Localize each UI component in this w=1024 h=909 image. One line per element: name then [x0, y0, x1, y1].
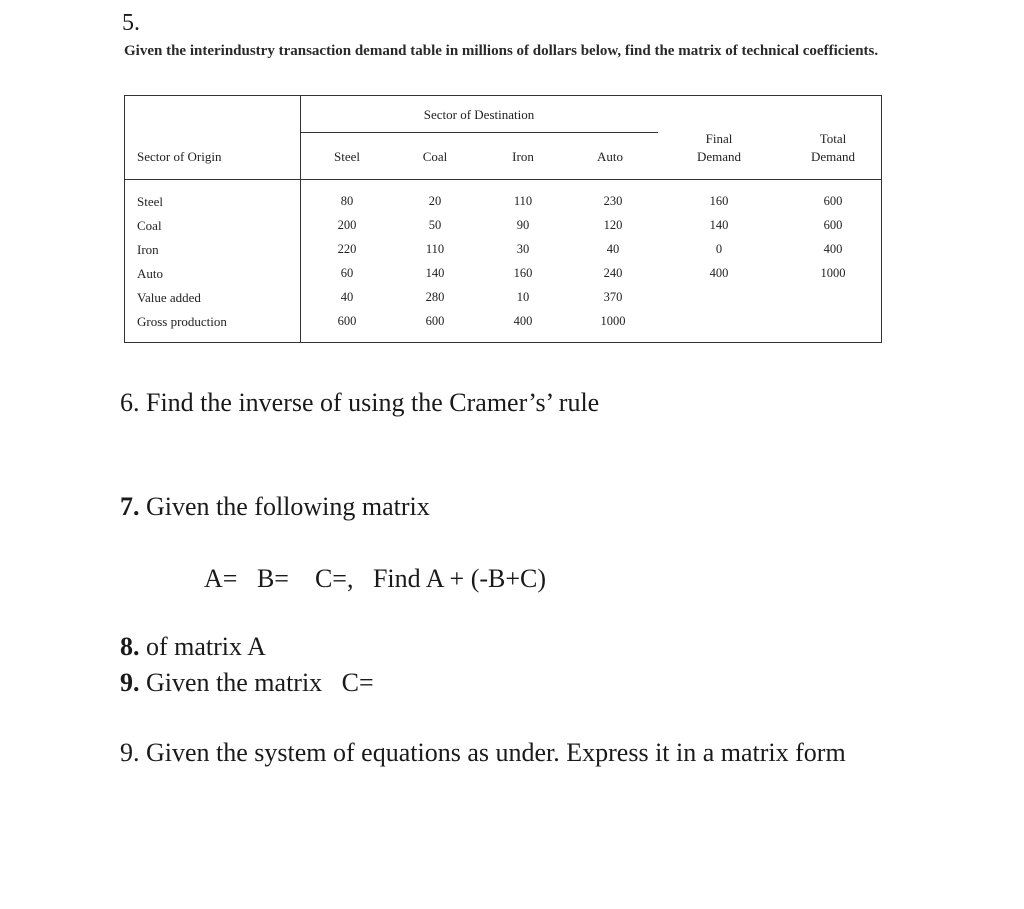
total-demand-header: Total Demand	[810, 131, 856, 164]
table-cell: 400	[709, 266, 729, 280]
question-9a	[120, 666, 374, 700]
origin-header: Sector of Origin	[137, 149, 222, 164]
table-cell: 110	[513, 194, 533, 208]
final-demand-header: Final Demand	[696, 131, 742, 164]
table-cell: 10	[516, 290, 530, 304]
question-5-number: 5.	[122, 10, 140, 36]
col-header-steel: Steel	[334, 149, 360, 164]
table-cell: 30	[516, 242, 530, 256]
table-cell: 110	[425, 242, 445, 256]
table-cell: 240	[603, 266, 623, 280]
table-cell: 20	[428, 194, 442, 208]
question-7-number: 7.	[120, 492, 140, 521]
row-label: Steel	[137, 194, 163, 209]
table-cell: 40	[340, 290, 354, 304]
table-cell: 400	[823, 242, 843, 256]
question-9a-number: 9.	[120, 668, 140, 697]
col-header-auto: Auto	[597, 149, 623, 164]
table-cell: 600	[823, 218, 843, 232]
table-cell: 230	[603, 194, 623, 208]
table-cell: 80	[340, 194, 354, 208]
table-cell: 160	[709, 194, 729, 208]
table-cell: 140	[709, 218, 729, 232]
question-7-text: Given the following matrix	[139, 492, 430, 521]
row-label: Iron	[137, 242, 159, 257]
table-cell: 1000	[600, 314, 626, 328]
table-cell: 600	[425, 314, 445, 328]
table-cell: 140	[425, 266, 445, 280]
question-7-line2: A= B= C=, Find A + (-B+C)	[204, 564, 547, 593]
table-cell: 160	[513, 266, 533, 280]
table-cell: 60	[340, 266, 354, 280]
table-cell: 0	[715, 242, 723, 256]
question-9a-text: Given the matrix C=	[139, 668, 374, 697]
row-label: Auto	[137, 266, 163, 281]
col-header-iron: Iron	[512, 149, 534, 164]
transaction-table	[124, 95, 882, 343]
table-cell: 200	[337, 218, 357, 232]
question-6-text: 6. Find the inverse of using the Cramer’s’ rule	[120, 388, 600, 417]
table-cell: 600	[337, 314, 357, 328]
question-9b-text: 9. Given the system of equations as under. Express it in a matrix form	[120, 738, 846, 767]
question-8-number: 8.	[120, 632, 140, 661]
table-cell: 220	[337, 242, 357, 256]
table-cell: 600	[823, 194, 843, 208]
table-cell: 370	[603, 290, 623, 304]
table-cell: 280	[425, 290, 445, 304]
table-cell: 40	[606, 242, 620, 256]
question-7	[120, 490, 430, 524]
table-cell: 120	[603, 218, 623, 232]
table-cell: 400	[513, 314, 533, 328]
table-cell: 50	[428, 218, 442, 232]
row-label: Value added	[137, 290, 201, 305]
table-cell: 1000	[820, 266, 846, 280]
col-header-coal: Coal	[422, 149, 448, 164]
question-8-text: of matrix A	[139, 632, 266, 661]
row-label: Coal	[137, 218, 162, 233]
destination-header: Sector of Destination	[423, 107, 535, 122]
question-8	[120, 630, 266, 664]
question-5-text: Given the interindustry transaction demand table in millions of dollars below, find the matrix of technical coefficients.	[124, 43, 879, 59]
row-label: Gross production	[137, 314, 227, 329]
table-cell: 90	[516, 218, 530, 232]
